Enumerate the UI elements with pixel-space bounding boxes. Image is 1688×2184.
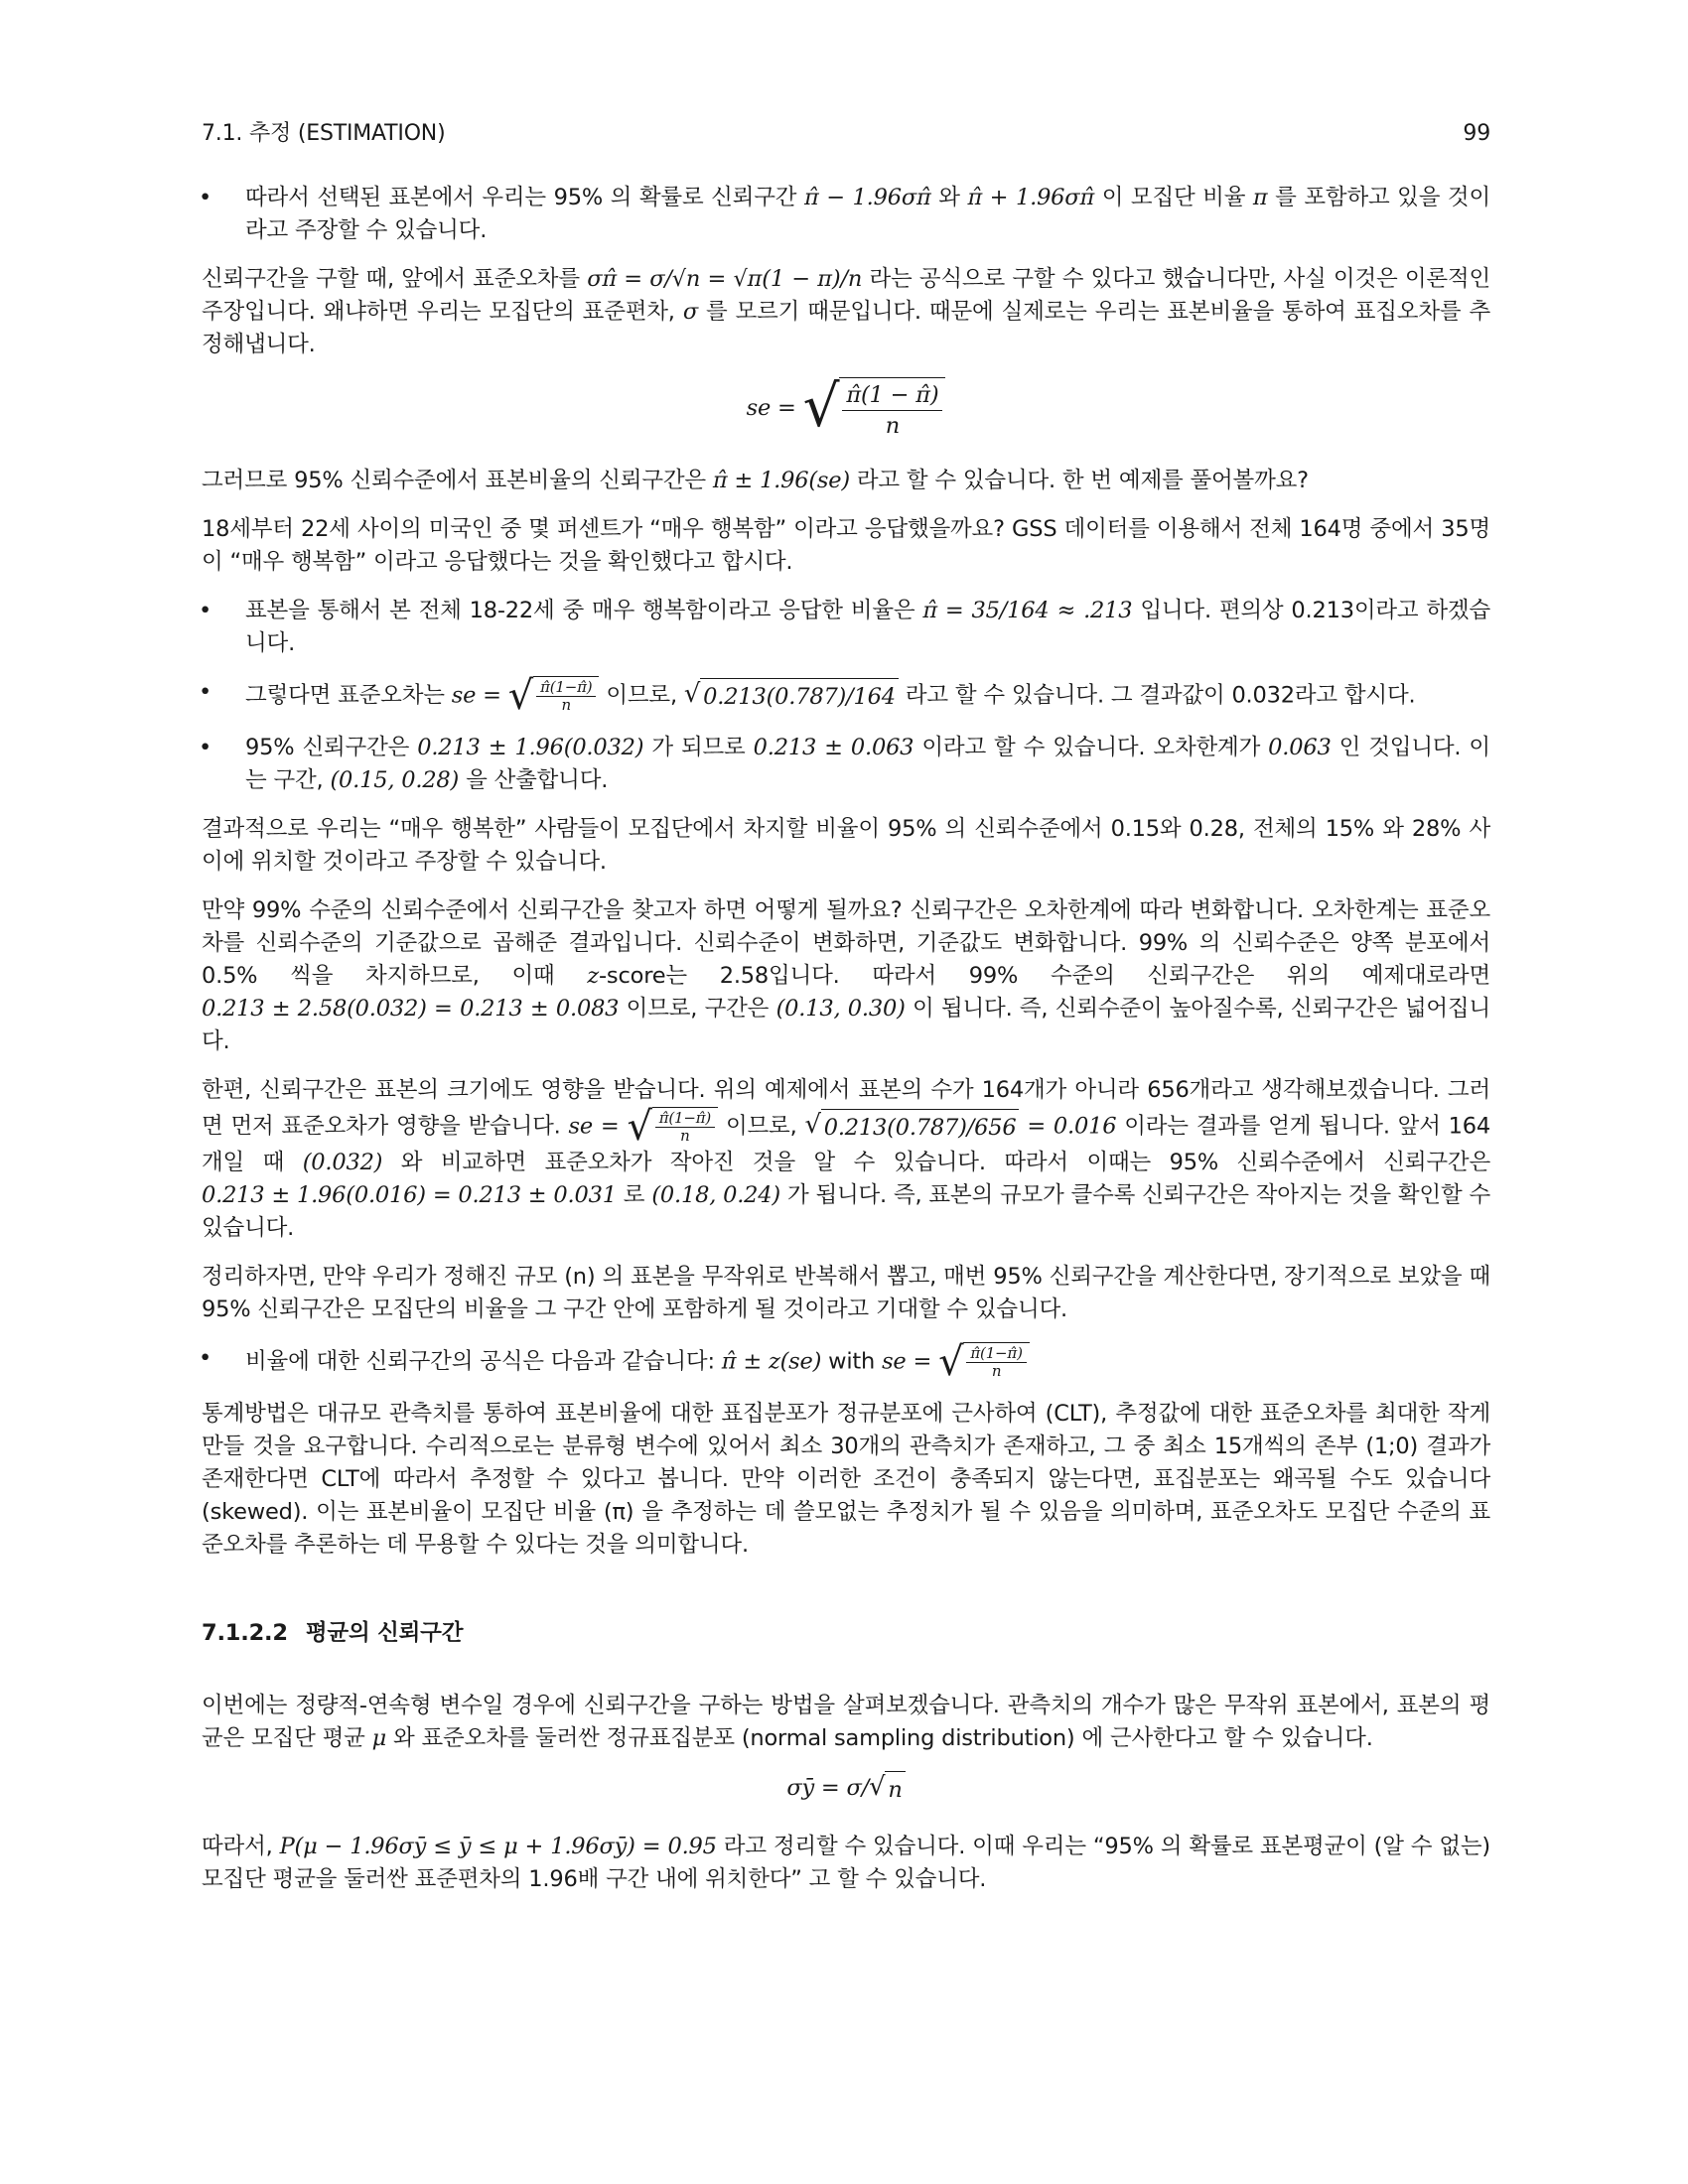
text: 입니다. 편의상 0.213이라고 하겠습니다. [245,598,1491,656]
bullet-item [202,182,1490,247]
math: 0.213 ± 0.063 [753,735,914,760]
sqrt-body [652,1107,718,1147]
text: 가 됩니다. 즉, 표본의 규모가 클수록 신뢰구간은 작아지는 것을 확인할 수 있습니다. [202,1182,1490,1241]
text: 인 것입니다. 이는 구간, [245,735,1490,793]
math: π̂ ± z(se) [721,1348,822,1375]
math: 0.063 [1268,735,1332,760]
sqrt [802,372,946,441]
text: 로 [616,1182,652,1208]
text: 가 되므로 [643,735,754,760]
equation-sigma-ybar [202,1771,1490,1807]
text: 만약 99% 수준의 신뢰수준에서 신뢰구간을 찾고자 하면 어떻게 될까요? 신뢰구간은 오차한계에 따라 변화합니다. 오차한계는 표준오차를 신뢰수준의 기준값으로 곱해준 결과입니다. 신뢰수준이 변화하면, 기준값도 변화합니다. 99% 의 신뢰수준은 양쪽 분포에서 0.5% 씩을 차지하므로, 이때 [202,897,1490,989]
denominator: n [991,1362,1002,1380]
sqrt [869,1771,906,1807]
text: with [821,1348,883,1375]
text: 이므로, 구간은 [619,996,776,1022]
numerator: π̂(1−π̂) [536,679,596,697]
text: 를 모르기 때문입니다. 때문에 실제로는 우리는 표본비율을 통하여 표집오차를 추정해냅니다. [202,299,1490,357]
text: 이므로, [599,682,684,709]
bullet-item [202,673,1490,719]
sqrt-body [533,676,599,716]
text: 와 비교하면 표준오차가 작아진 것을 알 수 있습니다. 따라서 이때는 95% 신뢰수준에서 신뢰구간은 [382,1150,1490,1175]
sqrt-body [839,377,945,441]
page [202,117,1490,1912]
math: 0.213(0.787)/164 [700,678,899,714]
text: 따라서 선택된 표본에서 우리는 95% 의 확률로 신뢰구간 [245,185,804,210]
text: 를 포함하고 있을 것이라고 주장할 수 있습니다. [245,185,1490,243]
denominator: n [561,696,571,714]
running-header [202,117,1490,150]
math: se = [451,682,501,709]
bullet-item [202,732,1490,797]
radical-icon: √ [683,679,701,709]
math: se = [882,1348,932,1375]
radical-icon: √ [627,1104,652,1150]
math: μ [371,1725,387,1751]
math: P(μ − 1.96σȳ ≤ ȳ ≤ μ + 1.96σȳ) = 0.95 [279,1834,717,1859]
bullet-list-2 [202,595,1490,797]
text: 라고 할 수 있습니다. 한 번 예제를 풀어볼까요? [849,468,1309,493]
paragraph: 통계방법은 대규모 관측치를 통하여 표본비율에 대한 표집분포가 정규분포에 근사하여 (CLT), 추정값에 대한 표준오차를 최대한 작게 만들 것을 요구합니다. 수리적으로는 분류형 변수에 있어서 최소 30개의 관측치가 존재하고, 그 중 최소 15개씩의 존부 (1;0) 결과가 존재한다면 CLT에 따라서 추정할 수 있다고 봅니다. 만약 이러한 조건이 충족되지 않는다면, 표집분포는 왜곡될 수도 있습니다 (skewed). 이는 표본비율이 모집단 비율 (π) 을 추정하는 데 쓸모없는 추정치가 될 수 있음을 의미하며, 표준오차도 모집단 수준의 표준오차를 추론하는 데 무용할 수 있다는 것을 의미합니다. [202,1401,1490,1558]
bullet-list-3 [202,1339,1490,1385]
text: 그러므로 95% 신뢰수준에서 표본비율의 신뢰구간은 [202,468,713,493]
text: 이라고 할 수 있습니다. 오차한계가 [914,735,1269,760]
paragraph [202,1831,1490,1896]
math: π̂ − 1.96σπ̂ [803,185,931,210]
fraction [536,679,596,714]
paragraph [202,1074,1490,1245]
text: 이 모집단 비율 [1094,185,1253,210]
bullet-item [202,595,1490,660]
math: (0.15, 0.28) [330,767,460,793]
denominator: n [680,1127,690,1145]
text: 표본을 통해서 본 전체 18-22세 중 매우 행복함이라고 응답한 비율은 [245,598,923,623]
equation-se [202,372,1490,441]
text: 와 표준오차를 둘러싼 정규표집분포 (normal sampling distribution) 에 근사한다고 할 수 있습니다. [386,1725,1373,1751]
sqrt [627,1104,718,1150]
radical-icon: √ [804,1110,821,1140]
text: 따라서, [202,1834,280,1859]
sqrt [804,1109,1019,1145]
sqrt [684,678,899,714]
sqrt [507,673,600,719]
paragraph [202,263,1490,361]
math: π [1252,185,1268,210]
bullet-item [202,1339,1490,1385]
fraction [842,380,942,441]
equation-lhs: σȳ = σ/ [786,1775,870,1801]
math: (0.18, 0.24) [651,1182,780,1208]
numerator: π̂(1−π̂) [966,1345,1026,1363]
math: σπ̂ = σ/√n = √π(1 − π)/n [587,266,863,292]
radical-icon: √ [507,673,534,719]
text: 라고 정리할 수 있습니다. 이때 우리는 “95% 의 확률로 표본평균이 (알 수 없는) 모집단 평균을 둘러싼 표준편차의 1.96배 구간 내에 위치한다” 고 할 수 있습니다. [202,1834,1490,1892]
paragraph: 18세부터 22세 사이의 미국인 중 몇 퍼센트가 “매우 행복함” 이라고 응답했을까요? GSS 데이터를 이용해서 전체 164명 중에서 35명이 “매우 행복함” 이라고 응답했다는 것을 확인했다고 합시다. [202,516,1490,575]
math: 0.213 ± 1.96(0.032) [417,735,644,760]
paragraph [202,465,1490,497]
paragraph [202,1690,1490,1755]
section-number: 7.1.2.2 [202,1620,288,1646]
sqrt-body [963,1342,1029,1382]
math: σ [682,299,698,325]
text: 이라는 결과를 얻게 됩니다. 앞서 164개일 때 [202,1113,1490,1175]
text: -score는 2.58입니다. 따라서 99% 수준의 신뢰구간은 위의 예제대로라면 [599,963,1490,989]
text: 을 산출합니다. [459,767,609,793]
math: (0.032) [302,1150,383,1175]
radical-icon: √ [802,372,840,440]
page-number: 99 [1463,121,1490,146]
math: 0.213(0.787)/656 [821,1109,1020,1145]
radicand: n [885,1771,905,1807]
text: 이 됩니다. 즉, 신뢰수준이 높아질수록, 신뢰구간은 넓어집니다. [202,996,1490,1054]
math: = 0.016 [1019,1113,1117,1140]
math: π̂ ± 1.96(se) [712,468,850,493]
sqrt [938,1339,1030,1385]
text: 한편, 신뢰구간은 표본의 크기에도 영향을 받습니다. 위의 예제에서 표본의 수가 164개가 아니라 656개라고 생각해보겠습니다. 그러면 먼저 표준오차가 영향을 받습니다. [202,1077,1490,1140]
text: 이번에는 정량적-연속형 변수일 경우에 신뢰구간을 구하는 방법을 살펴보겠습니다. 관측치의 개수가 많은 무작위 표본에서, 표본의 평균은 모집단 평균 [202,1693,1490,1751]
text: 그렇다면 표준오차는 [245,682,452,709]
text: 라는 공식으로 구할 수 있다고 했습니다만, 사실 이것은 이론적인 주장입니다. 왜냐하면 우리는 모집단의 표준편차, [202,266,1490,325]
math: 0.213 ± 1.96(0.016) = 0.213 ± 0.031 [202,1182,617,1208]
math: 0.213 ± 2.58(0.032) = 0.213 ± 0.083 [202,996,620,1022]
text: 신뢰구간을 구할 때, 앞에서 표준오차를 [202,266,588,292]
math: se = [568,1113,620,1140]
text: 라고 할 수 있습니다. 그 결과값이 0.032라고 합시다. [898,682,1416,709]
math: π̂ + 1.96σπ̂ [967,185,1095,210]
math: π̂ = 35/164 ≈ .213 [922,598,1133,623]
numerator: π̂(1−π̂) [655,1110,715,1128]
text: 와 [930,185,968,210]
math: z [587,963,600,989]
section-heading [202,1617,1490,1650]
bullet-list-1 [202,182,1490,247]
paragraph: 정리하자면, 만약 우리가 정해진 규모 (n) 의 표본을 무작위로 반복해서 뽑고, 매번 95% 신뢰구간을 계산한다면, 장기적으로 보았을 때 95% 신뢰구간은 모집단의 비율을 그 구간 안에 포함하게 될 것이라고 기대할 수 있습니다. [202,1264,1490,1322]
text: 비율에 대한 신뢰구간의 공식은 다음과 같습니다: [245,1348,722,1375]
numerator: π̂(1 − π̂) [842,380,942,411]
paragraph [202,894,1490,1058]
fraction [966,1345,1026,1380]
text: 95% 신뢰구간은 [245,735,418,760]
radical-icon: √ [869,1772,886,1802]
math: (0.13, 0.30) [775,996,906,1022]
text: 이므로, [718,1113,805,1140]
denominator: n [885,413,901,439]
paragraph: 결과적으로 우리는 “매우 행복한” 사람들이 모집단에서 차지할 비율이 95% 의 신뢰수준에서 0.15와 0.28, 전체의 15% 와 28% 사이에 위치할 것이라고 주장할 수 있습니다. [202,816,1490,875]
section-title: 평균의 신뢰구간 [305,1620,464,1646]
radical-icon: √ [938,1339,964,1385]
equation-lhs: se = [746,395,796,421]
header-section: 7.1. 추정 (ESTIMATION) [202,121,446,146]
fraction [655,1110,715,1145]
